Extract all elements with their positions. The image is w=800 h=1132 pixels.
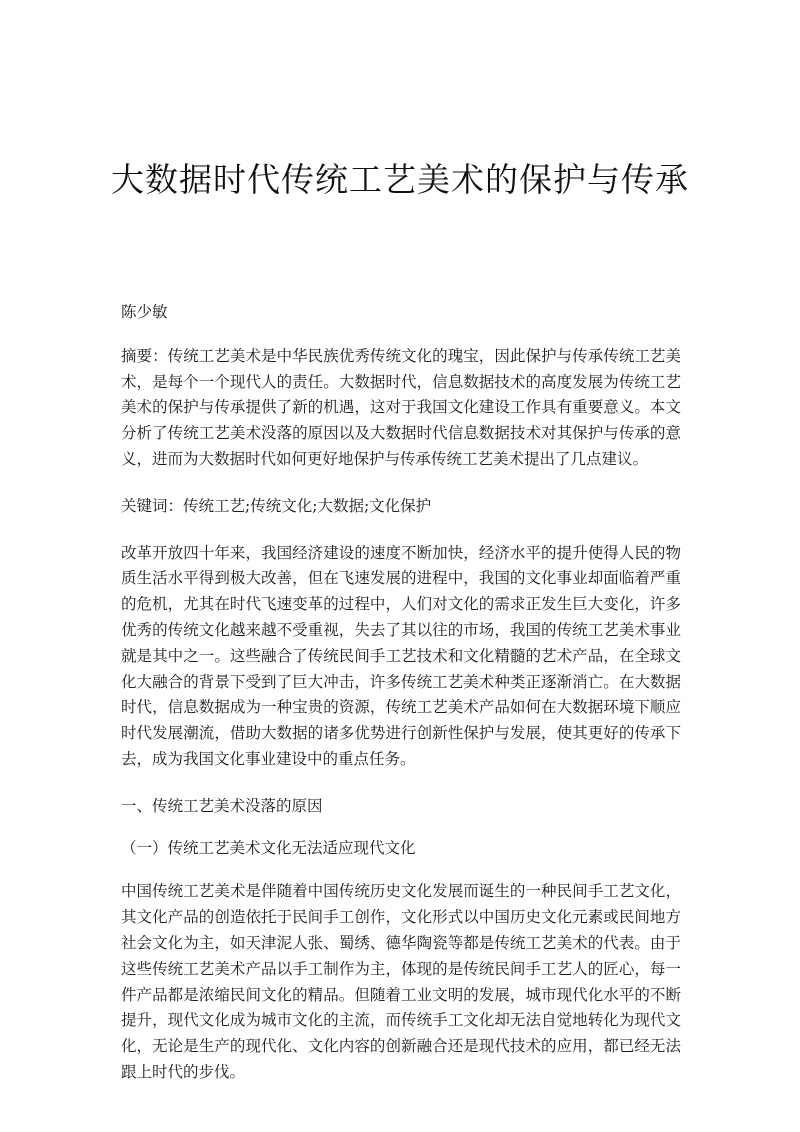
- document-title: 大数据时代传统工艺美术的保护与传承: [111, 160, 689, 199]
- section-heading: 一、传统工艺美术没落的原因: [121, 796, 323, 815]
- keywords-line: 关键词：传统工艺;传统文化;大数据;文化保护: [121, 496, 432, 515]
- author-name: 陈少敏: [121, 303, 168, 321]
- document-body: [121, 300, 681, 1107]
- body-paragraph: 中国传统工艺美术是伴随着中国传统历史文化发展而诞生的一种民间手工艺文化，其文化产品的创造依托于民间手工创作，文化形式以中国历史文化元素或民间地方社会文化为主，如天津泥人张、蜀绣、德华陶瓷等都是传统工艺美术的代表。由于这些传统工艺美术产品以手工制作为主，体现的是传统民间手工艺人的匠心，每一件产品都是浓缩民间文化的精品。但随着工业文明的发展，城市现代化水平的不断提升，现代文化成为城市文化的主流，而传统手工文化却无法自觉地转化为现代文化，无论是生产的现代化、文化内容的创新融合还是现代技术的应用，都已经无法跟上时代的步伐。: [121, 882, 681, 1081]
- subsection-heading: （一）传统工艺美术文化无法适应现代文化: [121, 838, 416, 857]
- intro-paragraph: 改革开放四十年来，我国经济建设的速度不断加快，经济水平的提升使得人民的物质生活水平得到极大改善，但在飞速发展的进程中，我国的文化事业却面临着严重的危机，尤其在时代飞速变革的过程中，人们对文化的需求正发生巨大变化，许多优秀的传统文化越来越不受重视，失去了其以往的市场，我国的传统工艺美术事业就是其中之一。这些融合了传统民间手工艺技术和文化精髓的艺术产品，在全球文化大融合的背景下受到了巨大冲击，许多传统工艺美术种类正逐渐消亡。在大数据时代，信息数据成为一种宝贵的资源，传统工艺美术产品如何在大数据环境下顺应时代发展潮流，借助大数据的诸多优势进行创新性保护与发展，使其更好的传承下去，成为我国文化事业建设中的重点任务。: [121, 543, 681, 768]
- abstract-paragraph: 摘要：传统工艺美术是中华民族优秀传统文化的瑰宝，因此保护与传承传统工艺美术，是每个一个现代人的责任。大数据时代，信息数据技术的高度发展为传统工艺美术的保护与传承提供了新的机遇，这对于我国文化建设工作具有重要意义。本文分析了传统工艺美术没落的原因以及大数据时代信息数据技术对其保护与传承的意义，进而为大数据时代如何更好地保护与传承传统工艺美术提出了几点建议。: [121, 346, 681, 468]
